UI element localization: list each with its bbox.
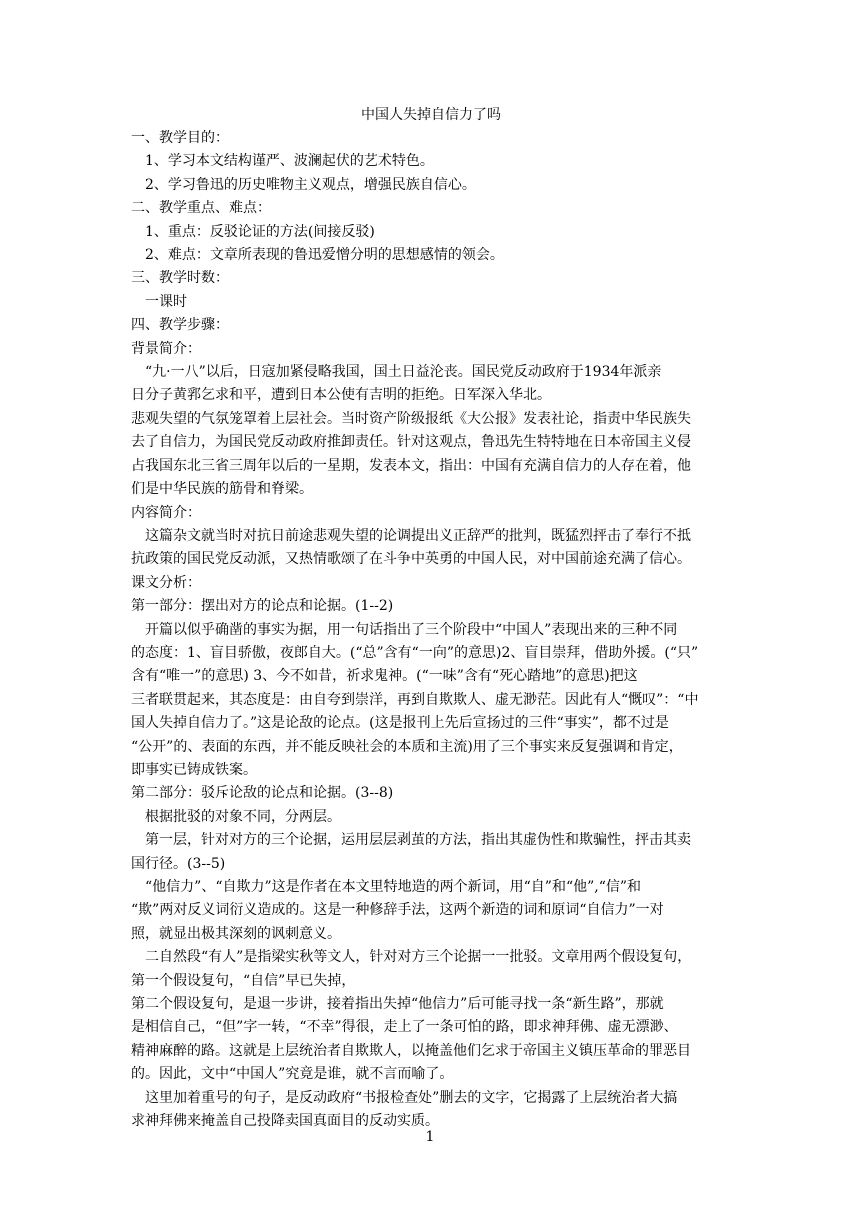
paragraph-line: 的态度：1、盲目骄傲，夜郎自大。(“总”含有“一向”的意思)2、盲目崇拜，借助外援。(“只” <box>131 644 699 661</box>
paragraph-line: 求神拜佛来掩盖自己投降卖国真面目的反动实质。 <box>131 1113 439 1130</box>
paragraph-line: 日分子黄郛乞求和平，遭到日本公使有吉明的拒绝。日军深入华北。 <box>131 387 551 404</box>
paragraph-line: “他信力”、“自欺力”这是作者在本文里特地造的两个新词，用“自”和“他”,“信”和 <box>145 879 642 895</box>
paragraph-line: “公开”的、表面的东西，并不能反映社会的本质和主流)用了三个事实来反复强调和肯定， <box>131 738 683 755</box>
heading-steps: 四、教学步骤： <box>131 317 229 334</box>
paragraph-line: 们是中华民族的筋骨和脊梁。 <box>131 481 313 498</box>
heading-hours: 三、教学时数： <box>131 270 229 287</box>
part-heading: 第二部分：驳斥论敌的论点和论据。(3--8) <box>131 785 394 802</box>
paragraph-line: 第一个假设复句，“自信”早已失掉， <box>131 972 356 989</box>
paragraph-line: 第二个假设复句，是退一步讲，接着指出失掉“他信力”后可能寻找一条“新生路”，那就 <box>131 996 664 1013</box>
paragraph-line: 开篇以似乎确凿的事实为据，用一句话指出了三个阶段中“中国人”表现出来的三种不同 <box>145 621 678 638</box>
subheading-analysis: 课文分析： <box>131 574 201 591</box>
paragraph-line: 第一层，针对对方的三个论据，运用层层剥茧的方法，指出其虚伪性和欺骗性，抨击其卖 <box>145 832 691 849</box>
paragraph-line: 去了自信力，为国民党反动政府推卸责任。针对这观点，鲁迅先生特特地在日本帝国主义侵 <box>131 434 691 451</box>
hours-value: 一课时 <box>145 293 187 310</box>
objective-item: 2、学习鲁迅的历史唯物主义观点，增强民族自信心。 <box>145 176 476 193</box>
paragraph-line: 这篇杂文就当时对抗日前途悲观失望的论调提出义正辞严的批判，既猛烈抨击了奉行不抵 <box>145 527 691 544</box>
document-body <box>131 103 731 1133</box>
paragraph-line: 占我国东北三省三周年以后的一星期，发表本文，指出：中国有充满自信力的人存在着，他 <box>131 457 691 474</box>
part-heading: 第一部分：摆出对方的论点和论据。(1--2) <box>131 598 394 615</box>
key-point-item: 1、重点：反驳论证的方法(间接反驳) <box>145 223 375 240</box>
key-point-item: 2、难点：文章所表现的鲁迅爱憎分明的思想感情的领会。 <box>145 247 504 264</box>
paragraph-line: 的。因此，文中“中国人”究竟是谁，就不言而喻了。 <box>131 1066 454 1083</box>
paragraph-line: 这里加着重号的句子，是反动政府“书报检查处”删去的文字，它揭露了上层统治者大搞 <box>145 1089 678 1106</box>
subheading-background: 背景简介： <box>131 340 201 357</box>
paragraph-line: “九·一八”以后，日寇加紧侵略我国，国土日益沦丧。国民党反动政府于1934年派亲 <box>145 364 662 381</box>
document-lines <box>131 127 731 1133</box>
objective-item: 1、学习本文结构谨严、波澜起伏的艺术特色。 <box>145 153 434 170</box>
paragraph-line: 根据批驳的对象不同，分两层。 <box>145 808 341 825</box>
paragraph-line: 抗政策的国民党反动派，又热情歌颂了在斗争中英勇的中国人民，对中国前途充满了信心。 <box>131 551 691 568</box>
paragraph-line: 国人失掉自信力了。”这是论敌的论点。(这是报刊上先后宣扬过的三件“事实”，都不过是 <box>131 715 669 732</box>
paragraph-line: 是相信自己，“但”字一转，“不幸”得很，走上了一条可怕的路，即求神拜佛、虚无漂渺、 <box>131 1019 678 1036</box>
subheading-content: 内容简介： <box>131 504 201 521</box>
paragraph-line: 国行径。(3--5) <box>131 855 226 872</box>
page-number: 1 <box>425 1129 435 1145</box>
paragraph-line: 照，就显出极其深刻的讽刺意义。 <box>131 925 341 942</box>
heading-key-points: 二、教学重点、难点： <box>131 200 271 217</box>
paragraph-line: 含有“唯一”的意思) 3、今不如昔，祈求鬼神。(“一味”含有“死心踏地”的意思)把这 <box>131 668 638 685</box>
paragraph-line: “欺”两对反义词衍义造成的。这是一种修辞手法，这两个新造的词和原词“自信力”一对 <box>131 902 664 919</box>
heading-objectives: 一、教学目的： <box>131 130 229 146</box>
paragraph-line: 二自然段“有人”是指梁实秋等文人，针对对方三个论据一一批驳。文章用两个假设复句， <box>145 949 692 966</box>
paragraph-line: 精神麻醉的路。这就是上层统治者自欺欺人，以掩盖他们乞求于帝国主义镇压革命的罪恶目 <box>131 1042 691 1059</box>
paragraph-line: 即事实已铸成铁案。 <box>131 761 257 778</box>
paragraph-line: 三者联贯起来，其态度是：由自夸到崇洋，再到自欺欺人、虚无渺茫。因此有人“慨叹”：“中 <box>131 691 699 708</box>
paragraph-line: 悲观失望的气氛笼罩着上层社会。当时资产阶级报纸《大公报》发表社论，指责中华民族失 <box>131 410 691 427</box>
document-title: 中国人失掉自信力了吗 <box>361 107 501 123</box>
